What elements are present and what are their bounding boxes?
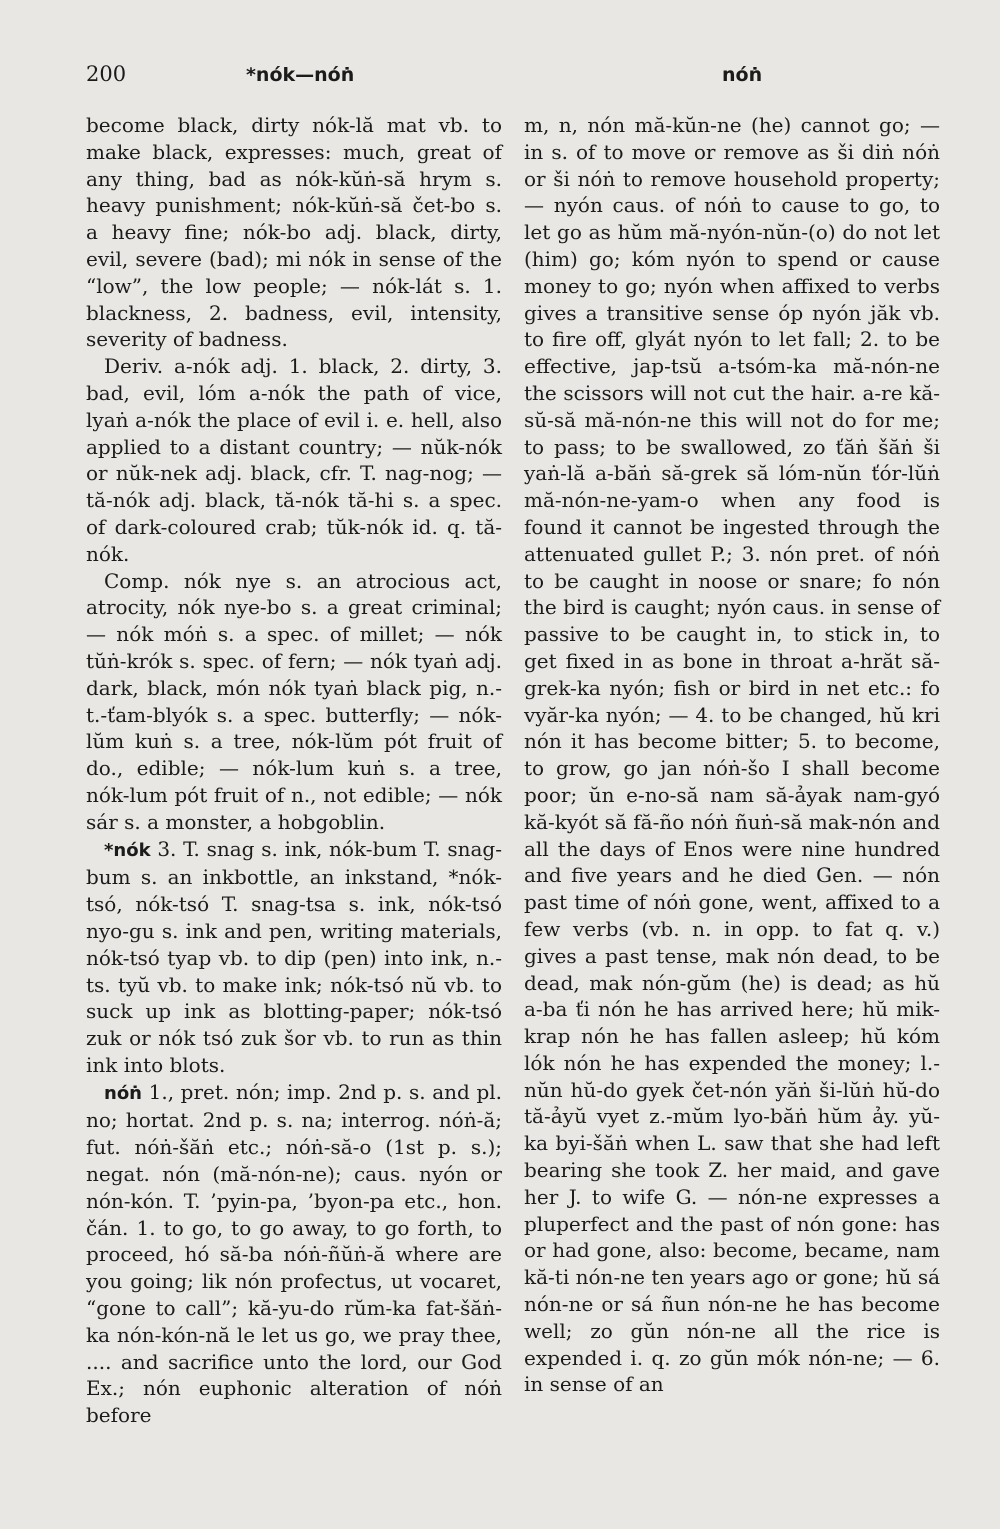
page-number: 200 (86, 62, 127, 86)
entry-text: 1., pret. nón; imp. 2nd p. s. and pl. no; hortat. 2nd p. s. na; interrog. nóṅ-ă; fut. nóṅ-šăṅ etc.; nóṅ-să-o (1st p. s.); negat. nón (mă-nón-ne); caus. nyón or nón-kón. T. ’pyin-pa, ’byon-pa etc., hon. čán. 1. to go, to go away, to go forth, to proceed, hó să-ba nóṅ-ñŭṅ-ă where are you going; lik nón profectus, ut vocaret, “gone to call”; kă-yu-do rŭm-ka fat-šăṅ-ka nón-kón-nă le let us go, we pray thee, .... and sacrifice unto the lord, our God Ex.; nón euphonic alteration of nóṅ before (86, 1079, 503, 1428)
headword: nóṅ (104, 1082, 142, 1104)
compounds-paragraph: Comp. nók nye s. an atrocious act, atrocity, nók nye-bo s. a great criminal; — nók móṅ s. a spec. of millet; — nók tŭṅ-krók s. spec. of fern; — nók tyaṅ adj. dark, black, món nók tyaṅ black pig, n.-t.-ťam-blyók s. a spec. butterfly; — nók-lŭm kuṅ s. a tree, nók-lŭm pót fruit of do., edible; — nók-lum kuṅ s. a tree, nók-lum pót fruit of n., not edible; — nók sár s. a monster, a hobgoblin. (86, 568, 502, 834)
entry-continuation: become black, dirty nók-lă mat vb. to make black, expresses: much, great of any thing, bad as nók-kŭṅ-să hrym s. heavy punishment; nók-kŭṅ-să čet-bo s. a heavy fine; nók-bo adj. black, dirty, evil, severe (bad); mi nók in sense of the “low”, the low people; — nók-lát s. 1. blackness, 2. badness, evil, intensity, severity of badness. (86, 113, 502, 352)
entry-text: 3. T. snag s. ink, nók-bum T. snag-bum s. an inkbottle, an inkstand, *nók-tsó, nók-tsó T. snag-tsa s. ink, nók-tsó nyo-gu s. ink and pen, writing materials, nók-tsó tyap vb. to dip (pen) into ink, n.-ts. tyŭ vb. to make ink; nók-tsó nŭ vb. to suck up ink as blotting-paper; nók-tsó zuk or nók tsó zuk šor vb. to run as thin ink into blots. (86, 836, 502, 1077)
headword: *nók (104, 839, 151, 861)
guide-word: nóṅ (722, 64, 763, 86)
left-column (86, 112, 502, 1429)
derivatives-paragraph: Deriv. a-nók adj. 1. black, 2. dirty, 3. bad, evil, lóm a-nók the path of vice, lyaṅ a-nók the place of evil i. e. hell, also applied to a distant country; — nŭk-nók or nŭk-nek adj. black, cfr. T. nag-nog; — tă-nók adj. black, tă-nók tă-hi s. a spec. of dark-coloured crab; tŭk-nók id. q. tă-nók. (86, 354, 502, 566)
entry-continuation: m, n, nón mă-kŭn-ne (he) cannot go; — in s. of to move or remove as ši diṅ nóṅ or ši nóṅ to remove household property; — nyón caus. of nóṅ to cause to go, to let go as hŭm mă-nyón-nŭn-(o) do not let (him) go; kóm nyón to spend or cause money to go; nyón when affixed to verbs gives a transitive sense óp nyón jăk vb. to fire off, glyát nyón to let fall; 2. to be effective, jap-tsŭ a-tsóm-ka mă-nón-ne the scissors will not cut the hair. a-re kă-sŭ-să mă-nón-ne this will not do for me; to pass; to be swallowed, zo ťăṅ šăṅ ši yaṅ-lă a-băṅ să-grek să lóm-nŭn ťór-lŭṅ mă-nón-ne-yam-o when any food is found it cannot be ingested through the attenuated gullet P.; 3. nón pret. of nóṅ to be caught in noose or snare; fo nón the bird is caught; nyón caus. in sense of passive to be caught in, to stick in, to get fixed in as bone in throat a-hrăt să-grek-ka nyón; fish or bird in net etc.: fo vyăr-ka nyón; — 4. to be changed, hŭ kri nón it has become bitter; 5. to become, to grow, go jan nóṅ-šo I shall become poor; ŭn e-no-să nam să-ảyak nam-gyó kă-kyót să fă-ño nóṅ ñuṅ-să mak-nón and all the days of Enos were nine hundred and five years and he died Gen. — nón past time of nóṅ gone, went, affixed to a few verbs (vb. n. in opp. to fat q. v.) gives a past tense, mak nón dead, to be dead, mak nón-gŭm (he) is dead; as hŭ a-ba ťi nón he has arrived here; hŭ mik-krap nón he has fallen asleep; hŭ kóm lók nón he has expended the money; l.-nŭn hŭ-do gyek čet-nón yăṅ ši-lŭṅ hŭ-do tă-ảyŭ vyet z.-mŭm lyo-băṅ hŭm ảy. yŭ-ka byi-šăṅ when L. saw that she had left bearing she took Z. her maid, and gave her J. to wife G. — nón-ne expresses a pluperfect and the past of nón gone: has or had gone, also: become, became, nam kă-ti nón-ne ten years ago or gone; hŭ sá nón-ne or sá ñun nón-ne he has become well; zo gŭn nón-ne all the rice is expended i. q. zo gŭn mók nón-ne; — 6. in sense of an (524, 113, 940, 1397)
right-column (524, 112, 940, 1398)
entry-range-heading: *nók—nóṅ (246, 64, 355, 86)
entry-nok-3 (86, 836, 502, 1079)
entry-non (86, 1079, 502, 1429)
